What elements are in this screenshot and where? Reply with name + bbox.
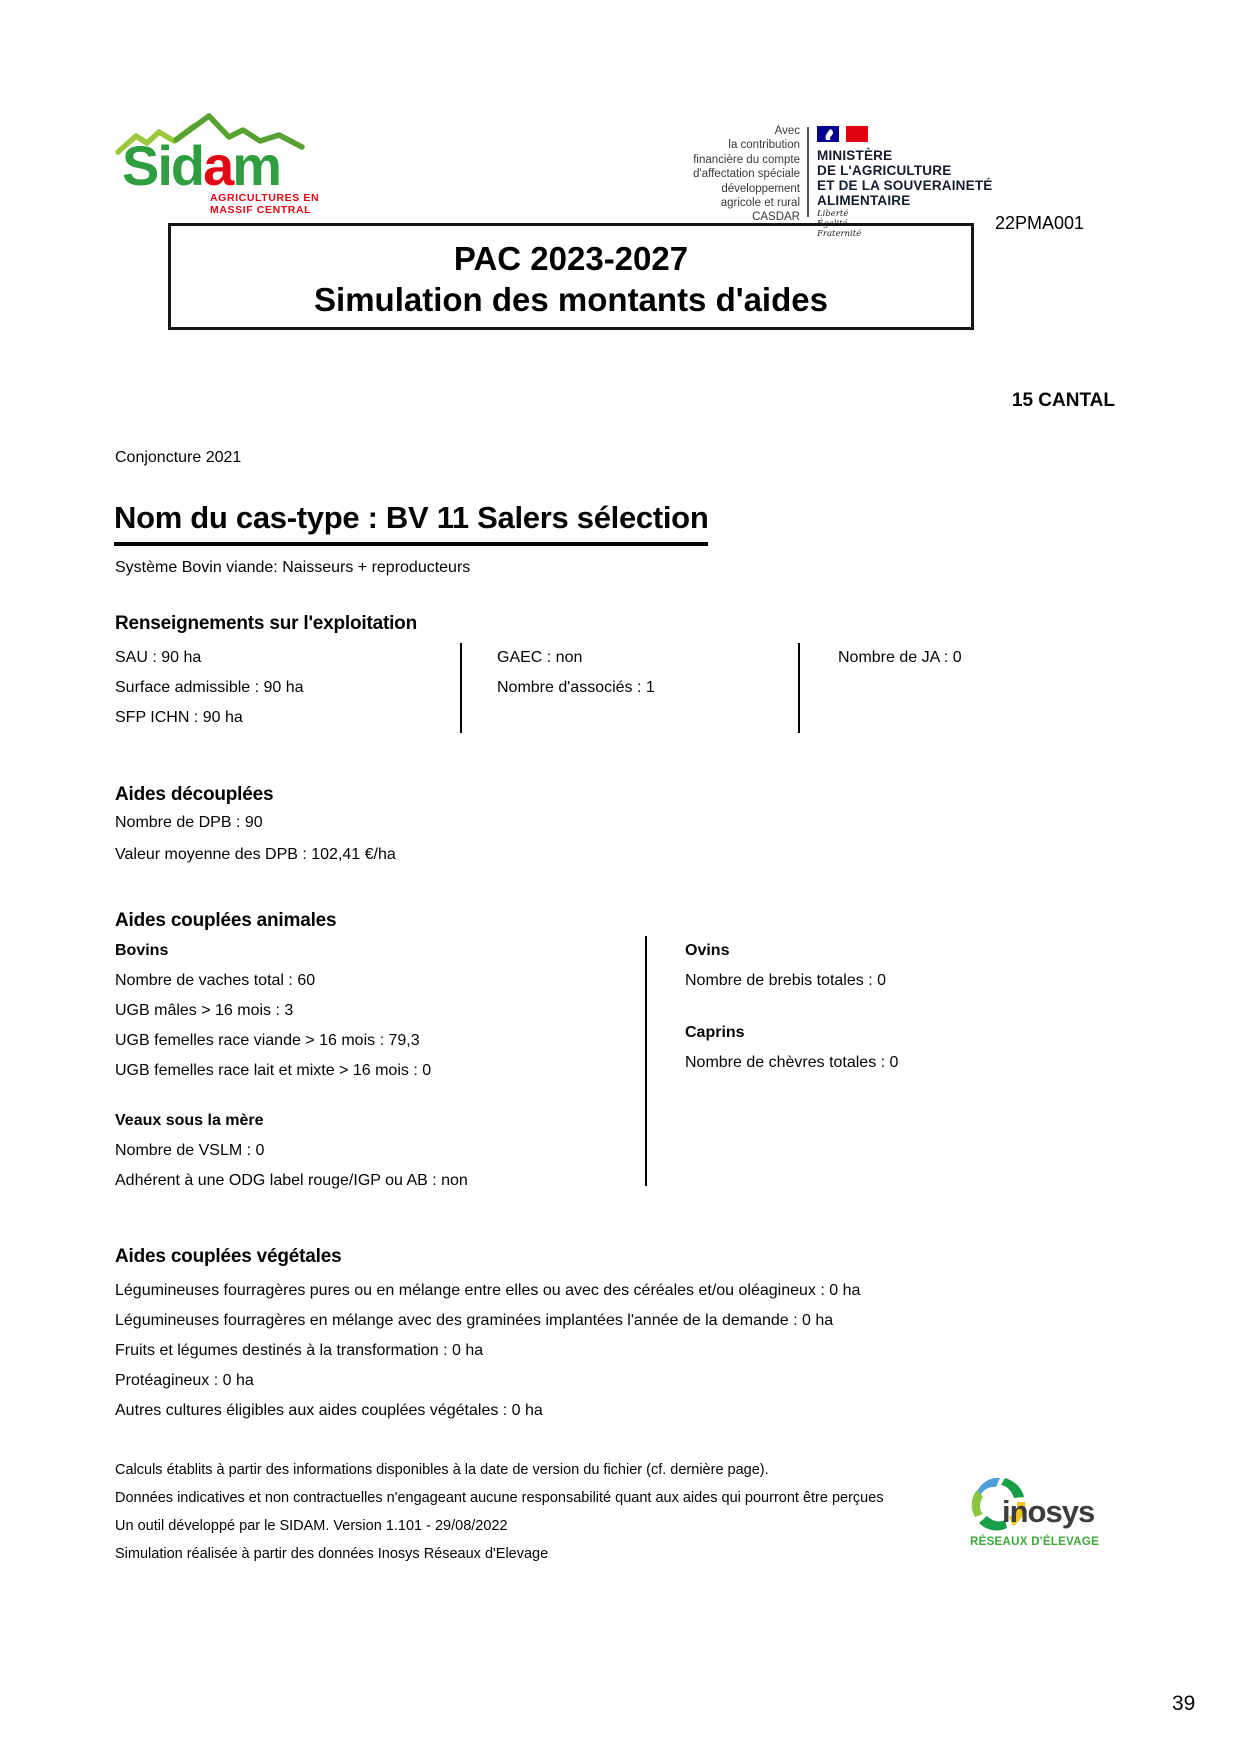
- inosys-logo: [966, 1472, 1118, 1556]
- casdar-line: Avec: [774, 125, 800, 137]
- motto-line: Liberté: [817, 209, 849, 219]
- casdar-line: agricole et rural: [720, 197, 800, 210]
- document-code: 22PMA001: [995, 213, 1085, 233]
- footer-line-calculs: Calculs établits à partir des informations disponibles à la date de version du fichier (cf. dernière page).: [115, 1462, 769, 1478]
- field-odg-label: Adhérent à une ODG label rouge/IGP ou AB : non: [115, 1172, 468, 1189]
- field-legumineuses-melange: Légumineuses fourragères en mélange avec des graminées implantées l'année de la demande : 0 ha: [115, 1312, 834, 1329]
- field-fruits-legumes: Fruits et légumes destinés à la transformation : 0 ha: [115, 1342, 484, 1359]
- footer-line-outil: Un outil développé par le SIDAM. Version 1.101 - 29/08/2022: [115, 1518, 508, 1534]
- casdar-line: la contribution: [728, 139, 800, 152]
- renseignements-col3: [800, 643, 1125, 733]
- cas-type-title: Nom du cas-type : BV 11 Salers sélection: [114, 500, 708, 546]
- field-brebis-totales: Nombre de brebis totales : 0: [685, 972, 886, 989]
- field-gaec: GAEC : non: [497, 649, 583, 666]
- caprins-heading: Caprins: [685, 1024, 745, 1041]
- title-line1: PAC 2023-2027: [453, 240, 689, 277]
- aides-animales-right: [647, 936, 1075, 1196]
- title-box: [168, 223, 974, 330]
- field-valeur-dpb: Valeur moyenne des DPB : 102,41 €/ha: [115, 846, 396, 863]
- ministry-divider: [807, 127, 809, 217]
- sidam-wordmark: [122, 134, 281, 197]
- casdar-line: CASDAR: [752, 211, 800, 224]
- motto-line: Fraternité: [817, 228, 862, 239]
- sidam-tagline-line2: MASSIF CENTRAL: [210, 204, 312, 216]
- veaux-heading: Veaux sous la mère: [115, 1112, 264, 1129]
- footer-line-donnees: Données indicatives et non contractuelles n'engageant aucune responsabilité quant aux aides qui pourront être perçues: [115, 1490, 884, 1506]
- aides-animales-heading: Aides couplées animales: [115, 910, 337, 931]
- field-ja: Nombre de JA : 0: [838, 649, 962, 666]
- field-associes: Nombre d'associés : 1: [497, 679, 655, 696]
- conjoncture-label: Conjoncture 2021: [115, 449, 242, 466]
- field-nombre-dpb: Nombre de DPB : 90: [115, 814, 263, 831]
- inosys-subtitle: RÉSEAUX D'ÉLEVAGE: [970, 1536, 1100, 1548]
- title-line2: Simulation des montants d'aides: [314, 281, 828, 318]
- ministry-line: ET DE LA SOUVERAINETÉ: [817, 178, 993, 193]
- casdar-line: développement: [721, 182, 800, 195]
- renseignements-heading: Renseignements sur l'exploitation: [115, 613, 417, 634]
- inosys-wordmark: inosys: [1002, 1494, 1095, 1529]
- field-vaches-total: Nombre de vaches total : 60: [115, 972, 316, 989]
- french-flag-icon: [817, 126, 869, 143]
- section-aides-vegetales: [115, 1246, 1125, 1426]
- field-chevres-totales: Nombre de chèvres totales : 0: [685, 1054, 899, 1071]
- sidam-word-green2: m: [232, 134, 281, 197]
- aides-animales-left: [115, 936, 645, 1196]
- ministry-name: [817, 148, 992, 208]
- motto-line: Égalité: [817, 218, 848, 229]
- sidam-tagline: [210, 192, 319, 216]
- field-ugb-femelles-viande: UGB femelles race viande > 16 mois : 79,3: [115, 1032, 420, 1049]
- sidam-tagline-line1: AGRICULTURES EN: [210, 192, 320, 204]
- aides-animales-columns: [115, 936, 1075, 1196]
- section-aides-animales: [115, 910, 1075, 1196]
- field-surface-admissible: Surface admissible : 90 ha: [115, 679, 304, 696]
- ovins-heading: Ovins: [685, 942, 730, 959]
- field-legumineuses-pures: Légumineuses fourragères pures ou en mélange entre elles ou avec des céréales et/ou oléagineux : 0 ha: [115, 1282, 861, 1299]
- region-label: 15 CANTAL: [1011, 390, 1115, 411]
- aides-decouplees-heading: Aides découplées: [115, 784, 274, 805]
- field-sau: SAU : 90 ha: [115, 649, 202, 666]
- footer-line-simulation: Simulation réalisée à partir des données Inosys Réseaux d'Elevage: [115, 1546, 549, 1562]
- casdar-line: d'affectation spéciale: [693, 168, 800, 181]
- cas-type-system: Système Bovin viande: Naisseurs + reproducteurs: [115, 559, 471, 576]
- field-sfp-ichn: SFP ICHN : 90 ha: [115, 709, 243, 726]
- ministry-line: ALIMENTAIRE: [817, 193, 911, 208]
- aides-vegetales-heading: Aides couplées végétales: [115, 1246, 342, 1267]
- page-number: 39: [1172, 1692, 1196, 1715]
- ministry-line: MINISTÈRE: [817, 148, 893, 163]
- field-autres-cultures: Autres cultures éligibles aux aides couplées végétales : 0 ha: [115, 1402, 543, 1419]
- field-ugb-males: UGB mâles > 16 mois : 3: [115, 1002, 294, 1019]
- field-ugb-femelles-lait: UGB femelles race lait et mixte > 16 mois : 0: [115, 1062, 432, 1079]
- field-proteagineux: Protéagineux : 0 ha: [115, 1372, 254, 1389]
- renseignements-columns: [115, 643, 1125, 733]
- footer-notes: [115, 1462, 975, 1574]
- sidam-word-red: a: [203, 134, 233, 197]
- field-nombre-vslm: Nombre de VSLM : 0: [115, 1142, 265, 1159]
- casdar-line: financière du compte: [693, 153, 800, 166]
- sidam-word-green1: Sid: [122, 134, 204, 197]
- section-renseignements: [115, 613, 1125, 733]
- ministry-line: DE L'AGRICULTURE: [817, 163, 952, 178]
- bovins-heading: Bovins: [115, 942, 169, 959]
- sidam-logo: [110, 110, 325, 220]
- section-aides-decouplees: [115, 784, 396, 870]
- casdar-text: [560, 124, 800, 225]
- renseignements-col2: [462, 643, 798, 733]
- renseignements-col1: [115, 643, 460, 733]
